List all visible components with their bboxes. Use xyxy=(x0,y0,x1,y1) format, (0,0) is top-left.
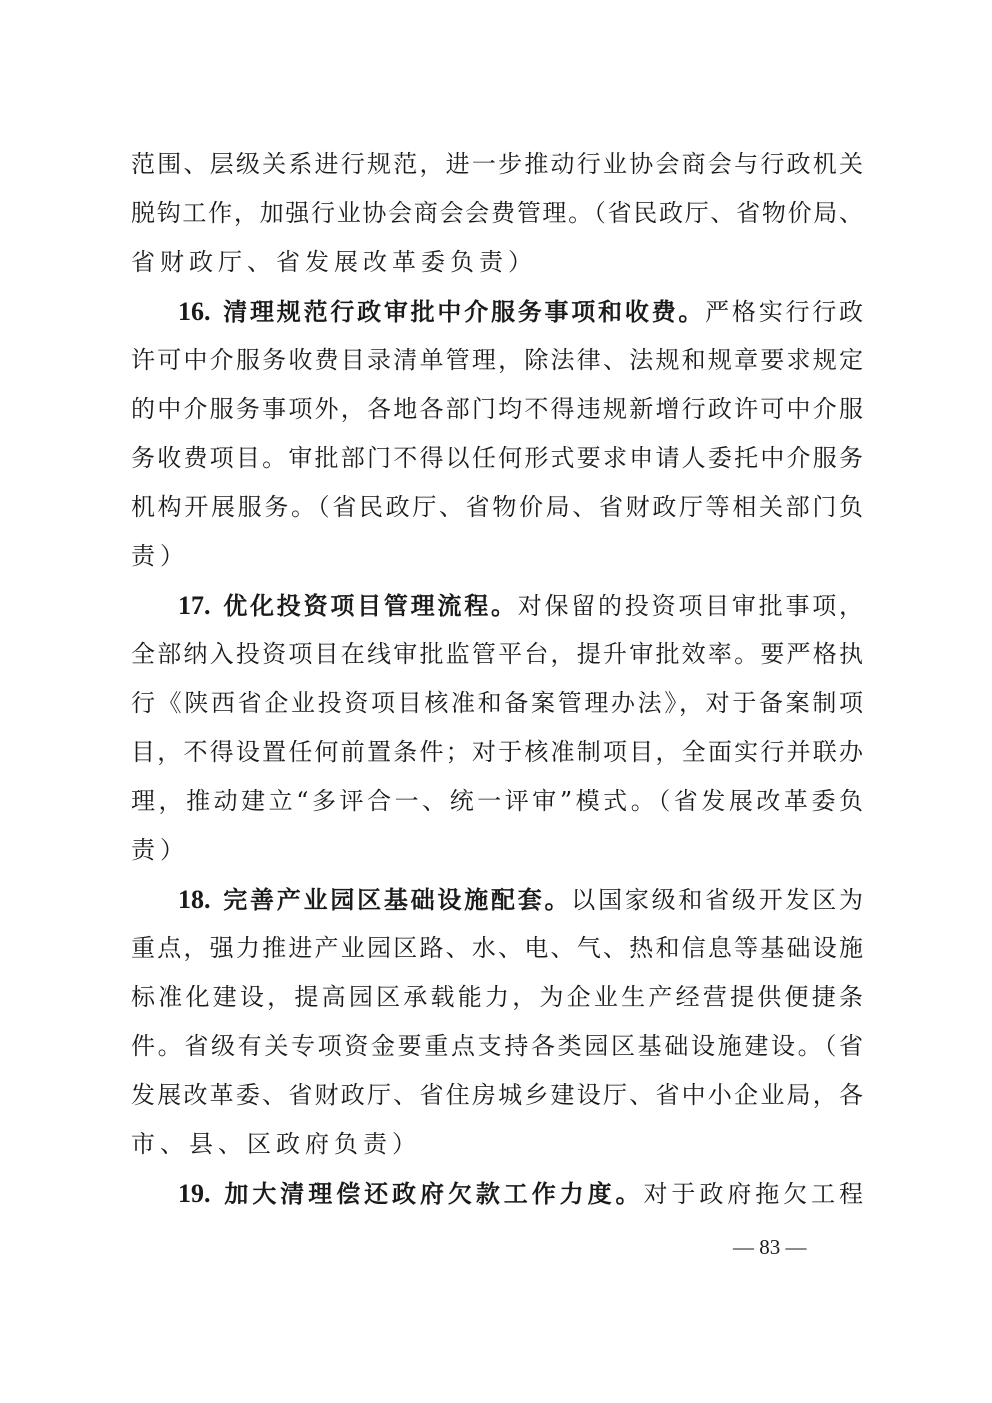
item-text: 严格实行行政 xyxy=(705,298,864,326)
item-18-heading-line xyxy=(178,875,863,924)
text-line: 行《陕西省企业投资项目核准和备案管理办法》，对于备案制项 xyxy=(131,689,863,717)
item-text: 以国家级和省级开发区为 xyxy=(571,886,864,914)
item-number: 17. xyxy=(178,591,211,620)
item-19-heading-line xyxy=(178,1169,863,1218)
text-line: 责） xyxy=(131,542,189,570)
text-line: 务收费项目。审批部门不得以任何形式要求申请人委托中介服务 xyxy=(131,444,863,472)
page-number: — 83 — xyxy=(733,1235,807,1259)
item-title: 完善产业园区基础设施配套。 xyxy=(220,885,572,914)
text-line: 全部纳入投资项目在线审批监管平台，提升审批效率。要严格执 xyxy=(131,640,863,668)
item-title: 加大清理偿还政府欠款工作力度。 xyxy=(220,1179,644,1208)
item-title: 清理规范行政审批中介服务事项和收费。 xyxy=(220,297,706,326)
text-line: 标准化建设，提高园区承载能力，为企业生产经营提供便捷条 xyxy=(131,983,863,1011)
item-text: 对于政府拖欠工程 xyxy=(643,1180,864,1208)
item-title: 优化投资项目管理流程。 xyxy=(220,591,518,620)
text-line: 责） xyxy=(131,836,189,864)
text-line: 机构开展服务。（省民政厅、省物价局、省财政厅等相关部门负 xyxy=(131,493,863,521)
text-line: 许可中介服务收费目录清单管理，除法律、法规和规章要求规定 xyxy=(131,346,863,374)
item-text: 对保留的投资项目审批事项， xyxy=(517,592,863,620)
text-line: 市、县、区政府负责） xyxy=(131,1130,421,1158)
item-17-heading-line xyxy=(178,581,863,630)
text-line: 重点，强力推进产业园区路、水、电、气、热和信息等基础设施 xyxy=(131,934,863,962)
item-number: 16. xyxy=(178,297,211,326)
item-number: 18. xyxy=(178,885,211,914)
text-line: 目，不得设置任何前置条件；对于核准制项目，全面实行并联办 xyxy=(131,738,863,766)
item-number: 19. xyxy=(178,1179,211,1208)
item-16-heading-line xyxy=(178,287,863,336)
text-line: 脱钩工作，加强行业协会商会会费管理。（省民政厅、省物价局、 xyxy=(131,199,863,227)
text-line: 的中介服务事项外，各地各部门均不得违规新增行政许可中介服 xyxy=(131,395,863,423)
text-line: 件。省级有关专项资金要重点支持各类园区基础设施建设。（省 xyxy=(131,1032,863,1060)
text-line: 范围、层级关系进行规范，进一步推动行业协会商会与行政机关 xyxy=(131,150,863,178)
text-line: 发展改革委、省财政厅、省住房城乡建设厅、省中小企业局，各 xyxy=(131,1081,863,1109)
text-line: 省财政厅、省发展改革委负责） xyxy=(131,248,537,276)
text-line: 理，推动建立“多评合一、统一评审”模式。（省发展改革委负 xyxy=(131,787,863,815)
